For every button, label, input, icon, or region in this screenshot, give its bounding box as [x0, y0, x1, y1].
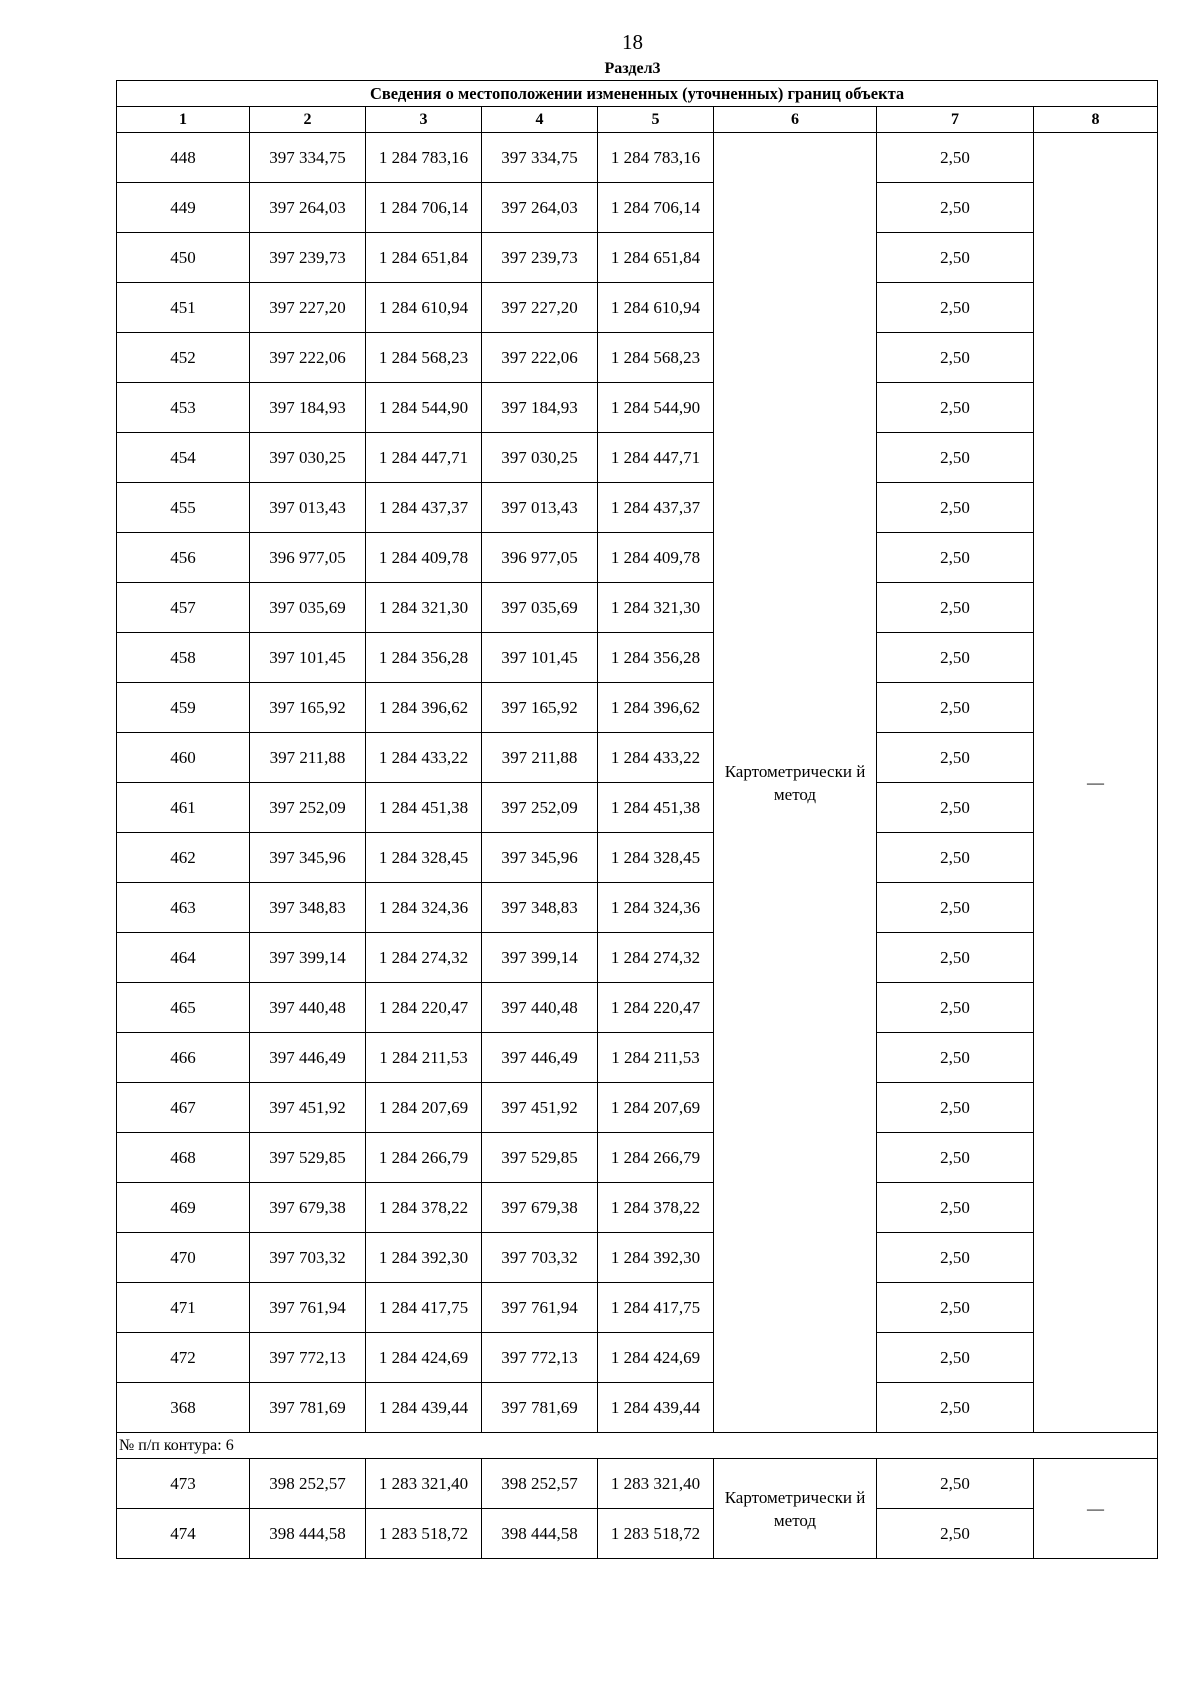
x-new-cell: 396 977,05: [482, 533, 598, 583]
x-old-cell: 397 399,14: [250, 933, 366, 983]
y-old-cell: 1 283 321,40: [366, 1459, 482, 1509]
point-number-cell: 469: [117, 1183, 250, 1233]
point-number-cell: 467: [117, 1083, 250, 1133]
y-old-cell: 1 283 518,72: [366, 1509, 482, 1559]
table-row: [117, 833, 1158, 883]
x-new-cell: 397 703,32: [482, 1233, 598, 1283]
y-old-cell: 1 284 324,36: [366, 883, 482, 933]
x-new-cell: 397 446,49: [482, 1033, 598, 1083]
x-old-cell: 397 222,06: [250, 333, 366, 383]
accuracy-cell: 2,50: [877, 1383, 1034, 1433]
x-old-cell: 397 703,32: [250, 1233, 366, 1283]
y-new-cell: 1 284 439,44: [598, 1383, 714, 1433]
y-new-cell: 1 284 783,16: [598, 133, 714, 183]
contour-row: [117, 1433, 1158, 1459]
x-new-cell: 397 679,38: [482, 1183, 598, 1233]
point-number-cell: 460: [117, 733, 250, 783]
x-old-cell: 397 446,49: [250, 1033, 366, 1083]
point-number-cell: 454: [117, 433, 250, 483]
y-new-cell: 1 284 274,32: [598, 933, 714, 983]
point-number-cell: 473: [117, 1459, 250, 1509]
x-new-cell: 398 252,57: [482, 1459, 598, 1509]
table-row: [117, 283, 1158, 333]
point-number-cell: 474: [117, 1509, 250, 1559]
x-old-cell: 397 451,92: [250, 1083, 366, 1133]
x-new-cell: 397 345,96: [482, 833, 598, 883]
accuracy-cell: 2,50: [877, 633, 1034, 683]
table-row: [117, 533, 1158, 583]
table-row: [117, 1183, 1158, 1233]
y-old-cell: 1 284 424,69: [366, 1333, 482, 1383]
x-old-cell: 397 165,92: [250, 683, 366, 733]
x-old-cell: 397 184,93: [250, 383, 366, 433]
table-row: [117, 183, 1158, 233]
point-number-cell: 451: [117, 283, 250, 333]
column-header-4: 4: [482, 107, 598, 133]
x-new-cell: 397 529,85: [482, 1133, 598, 1183]
point-number-cell: 458: [117, 633, 250, 683]
x-new-cell: 397 035,69: [482, 583, 598, 633]
y-old-cell: 1 284 437,37: [366, 483, 482, 533]
y-old-cell: 1 284 328,45: [366, 833, 482, 883]
accuracy-cell: 2,50: [877, 833, 1034, 883]
table-row: [117, 333, 1158, 383]
x-new-cell: 397 184,93: [482, 383, 598, 433]
x-old-cell: 397 252,09: [250, 783, 366, 833]
x-old-cell: 397 772,13: [250, 1333, 366, 1383]
accuracy-cell: 2,50: [877, 533, 1034, 583]
accuracy-cell: 2,50: [877, 1233, 1034, 1283]
point-number-cell: 457: [117, 583, 250, 633]
accuracy-cell: 2,50: [877, 433, 1034, 483]
y-old-cell: 1 284 544,90: [366, 383, 482, 433]
table-row: [117, 383, 1158, 433]
y-old-cell: 1 284 439,44: [366, 1383, 482, 1433]
table-row: [117, 1283, 1158, 1333]
column-header-7: 7: [877, 107, 1034, 133]
x-old-cell: 397 761,94: [250, 1283, 366, 1333]
table-row: [117, 433, 1158, 483]
method-cell: Картометрически й метод: [714, 1459, 877, 1559]
y-old-cell: 1 284 568,23: [366, 333, 482, 383]
y-old-cell: 1 284 378,22: [366, 1183, 482, 1233]
x-new-cell: 397 211,88: [482, 733, 598, 783]
x-new-cell: 397 772,13: [482, 1333, 598, 1383]
y-new-cell: 1 284 409,78: [598, 533, 714, 583]
table-row: [117, 1509, 1158, 1559]
y-new-cell: 1 284 447,71: [598, 433, 714, 483]
x-old-cell: 397 211,88: [250, 733, 366, 783]
y-old-cell: 1 284 706,14: [366, 183, 482, 233]
y-new-cell: 1 284 324,36: [598, 883, 714, 933]
y-new-cell: 1 284 220,47: [598, 983, 714, 1033]
boundary-table: [116, 80, 1158, 1559]
y-old-cell: 1 284 321,30: [366, 583, 482, 633]
column-header-8: 8: [1034, 107, 1158, 133]
y-new-cell: 1 284 321,30: [598, 583, 714, 633]
y-new-cell: 1 283 321,40: [598, 1459, 714, 1509]
table-row: [117, 1383, 1158, 1433]
table-row: [117, 1133, 1158, 1183]
x-old-cell: 397 030,25: [250, 433, 366, 483]
y-new-cell: 1 284 544,90: [598, 383, 714, 433]
accuracy-cell: 2,50: [877, 583, 1034, 633]
y-old-cell: 1 284 220,47: [366, 983, 482, 1033]
x-new-cell: 397 252,09: [482, 783, 598, 833]
point-number-cell: 461: [117, 783, 250, 833]
x-old-cell: 397 781,69: [250, 1383, 366, 1433]
point-number-cell: 466: [117, 1033, 250, 1083]
point-number-cell: 452: [117, 333, 250, 383]
point-number-cell: 468: [117, 1133, 250, 1183]
y-old-cell: 1 284 447,71: [366, 433, 482, 483]
table-caption: Сведения о местоположении измененных (уточненных) границ объекта: [117, 81, 1158, 107]
table-row: [117, 1233, 1158, 1283]
y-new-cell: 1 284 207,69: [598, 1083, 714, 1133]
column-header-row: [117, 107, 1158, 133]
y-old-cell: 1 284 451,38: [366, 783, 482, 833]
point-number-cell: 470: [117, 1233, 250, 1283]
accuracy-cell: 2,50: [877, 1133, 1034, 1183]
table-row: [117, 783, 1158, 833]
table-row: [117, 1033, 1158, 1083]
point-number-cell: 450: [117, 233, 250, 283]
accuracy-cell: 2,50: [877, 1183, 1034, 1233]
x-old-cell: 397 334,75: [250, 133, 366, 183]
y-old-cell: 1 284 783,16: [366, 133, 482, 183]
y-old-cell: 1 284 433,22: [366, 733, 482, 783]
y-new-cell: 1 284 706,14: [598, 183, 714, 233]
x-new-cell: 397 101,45: [482, 633, 598, 683]
accuracy-cell: 2,50: [877, 383, 1034, 433]
page-number: 18: [622, 30, 643, 54]
y-old-cell: 1 284 266,79: [366, 1133, 482, 1183]
accuracy-cell: 2,50: [877, 133, 1034, 183]
y-new-cell: 1 284 396,62: [598, 683, 714, 733]
x-new-cell: 397 440,48: [482, 983, 598, 1033]
accuracy-cell: 2,50: [877, 933, 1034, 983]
table-row: [117, 933, 1158, 983]
y-new-cell: 1 284 451,38: [598, 783, 714, 833]
table-row: [117, 683, 1158, 733]
x-new-cell: 397 399,14: [482, 933, 598, 983]
point-number-cell: 368: [117, 1383, 250, 1433]
y-new-cell: 1 284 356,28: [598, 633, 714, 683]
accuracy-cell: 2,50: [877, 183, 1034, 233]
method-cell: Картометрически й метод: [714, 133, 877, 1433]
point-number-cell: 448: [117, 133, 250, 183]
accuracy-cell: 2,50: [877, 1033, 1034, 1083]
table-row: [117, 983, 1158, 1033]
x-old-cell: 397 227,20: [250, 283, 366, 333]
accuracy-cell: 2,50: [877, 983, 1034, 1033]
x-new-cell: 397 239,73: [482, 233, 598, 283]
accuracy-cell: 2,50: [877, 1509, 1034, 1559]
y-old-cell: 1 284 211,53: [366, 1033, 482, 1083]
point-number-cell: 464: [117, 933, 250, 983]
column-header-6: 6: [714, 107, 877, 133]
point-number-cell: 462: [117, 833, 250, 883]
table-row: [117, 733, 1158, 783]
point-number-cell: 472: [117, 1333, 250, 1383]
x-new-cell: 397 348,83: [482, 883, 598, 933]
column-header-1: 1: [117, 107, 250, 133]
point-number-cell: 449: [117, 183, 250, 233]
x-old-cell: 397 013,43: [250, 483, 366, 533]
table-row: [117, 1459, 1158, 1509]
section-label: Раздел3: [604, 60, 661, 77]
y-old-cell: 1 284 610,94: [366, 283, 482, 333]
y-new-cell: 1 284 417,75: [598, 1283, 714, 1333]
accuracy-cell: 2,50: [877, 883, 1034, 933]
x-new-cell: 397 781,69: [482, 1383, 598, 1433]
x-old-cell: 396 977,05: [250, 533, 366, 583]
x-old-cell: 397 345,96: [250, 833, 366, 883]
table-row: [117, 483, 1158, 533]
y-new-cell: 1 284 328,45: [598, 833, 714, 883]
x-old-cell: 397 348,83: [250, 883, 366, 933]
table-row: [117, 1333, 1158, 1383]
accuracy-cell: 2,50: [877, 1083, 1034, 1133]
table-row: [117, 233, 1158, 283]
y-old-cell: 1 284 417,75: [366, 1283, 482, 1333]
accuracy-cell: 2,50: [877, 483, 1034, 533]
y-new-cell: 1 284 610,94: [598, 283, 714, 333]
x-old-cell: 397 529,85: [250, 1133, 366, 1183]
column-8-cell: —: [1034, 1459, 1158, 1559]
table-row: [117, 1083, 1158, 1133]
table-row: [117, 633, 1158, 683]
table-row: [117, 133, 1158, 183]
y-old-cell: 1 284 207,69: [366, 1083, 482, 1133]
y-new-cell: 1 284 424,69: [598, 1333, 714, 1383]
point-number-cell: 471: [117, 1283, 250, 1333]
point-number-cell: 463: [117, 883, 250, 933]
x-old-cell: 397 035,69: [250, 583, 366, 633]
accuracy-cell: 2,50: [877, 1459, 1034, 1509]
x-new-cell: 397 165,92: [482, 683, 598, 733]
y-new-cell: 1 284 211,53: [598, 1033, 714, 1083]
accuracy-cell: 2,50: [877, 283, 1034, 333]
accuracy-cell: 2,50: [877, 1333, 1034, 1383]
x-old-cell: 397 264,03: [250, 183, 366, 233]
y-new-cell: 1 284 392,30: [598, 1233, 714, 1283]
y-old-cell: 1 284 651,84: [366, 233, 482, 283]
y-old-cell: 1 284 396,62: [366, 683, 482, 733]
accuracy-cell: 2,50: [877, 1283, 1034, 1333]
y-new-cell: 1 283 518,72: [598, 1509, 714, 1559]
point-number-cell: 456: [117, 533, 250, 583]
y-new-cell: 1 284 266,79: [598, 1133, 714, 1183]
column-header-3: 3: [366, 107, 482, 133]
y-new-cell: 1 284 433,22: [598, 733, 714, 783]
accuracy-cell: 2,50: [877, 783, 1034, 833]
accuracy-cell: 2,50: [877, 233, 1034, 283]
point-number-cell: 465: [117, 983, 250, 1033]
point-number-cell: 459: [117, 683, 250, 733]
x-new-cell: 397 264,03: [482, 183, 598, 233]
y-old-cell: 1 284 392,30: [366, 1233, 482, 1283]
x-new-cell: 397 761,94: [482, 1283, 598, 1333]
accuracy-cell: 2,50: [877, 683, 1034, 733]
point-number-cell: 455: [117, 483, 250, 533]
x-new-cell: 397 030,25: [482, 433, 598, 483]
y-old-cell: 1 284 356,28: [366, 633, 482, 683]
table-body: [117, 133, 1158, 1559]
y-new-cell: 1 284 437,37: [598, 483, 714, 533]
point-number-cell: 453: [117, 383, 250, 433]
x-old-cell: 398 252,57: [250, 1459, 366, 1509]
column-8-cell: —: [1034, 133, 1158, 1433]
x-new-cell: 397 334,75: [482, 133, 598, 183]
x-new-cell: 398 444,58: [482, 1509, 598, 1559]
table-row: [117, 583, 1158, 633]
x-old-cell: 398 444,58: [250, 1509, 366, 1559]
y-old-cell: 1 284 274,32: [366, 933, 482, 983]
x-old-cell: 397 239,73: [250, 233, 366, 283]
y-old-cell: 1 284 409,78: [366, 533, 482, 583]
x-new-cell: 397 222,06: [482, 333, 598, 383]
x-new-cell: 397 013,43: [482, 483, 598, 533]
x-old-cell: 397 101,45: [250, 633, 366, 683]
x-new-cell: 397 227,20: [482, 283, 598, 333]
y-new-cell: 1 284 651,84: [598, 233, 714, 283]
contour-label: № п/п контура: 6: [117, 1433, 1158, 1459]
x-new-cell: 397 451,92: [482, 1083, 598, 1133]
column-header-5: 5: [598, 107, 714, 133]
accuracy-cell: 2,50: [877, 333, 1034, 383]
y-new-cell: 1 284 568,23: [598, 333, 714, 383]
accuracy-cell: 2,50: [877, 733, 1034, 783]
x-old-cell: 397 440,48: [250, 983, 366, 1033]
x-old-cell: 397 679,38: [250, 1183, 366, 1233]
table-row: [117, 883, 1158, 933]
y-new-cell: 1 284 378,22: [598, 1183, 714, 1233]
column-header-2: 2: [250, 107, 366, 133]
